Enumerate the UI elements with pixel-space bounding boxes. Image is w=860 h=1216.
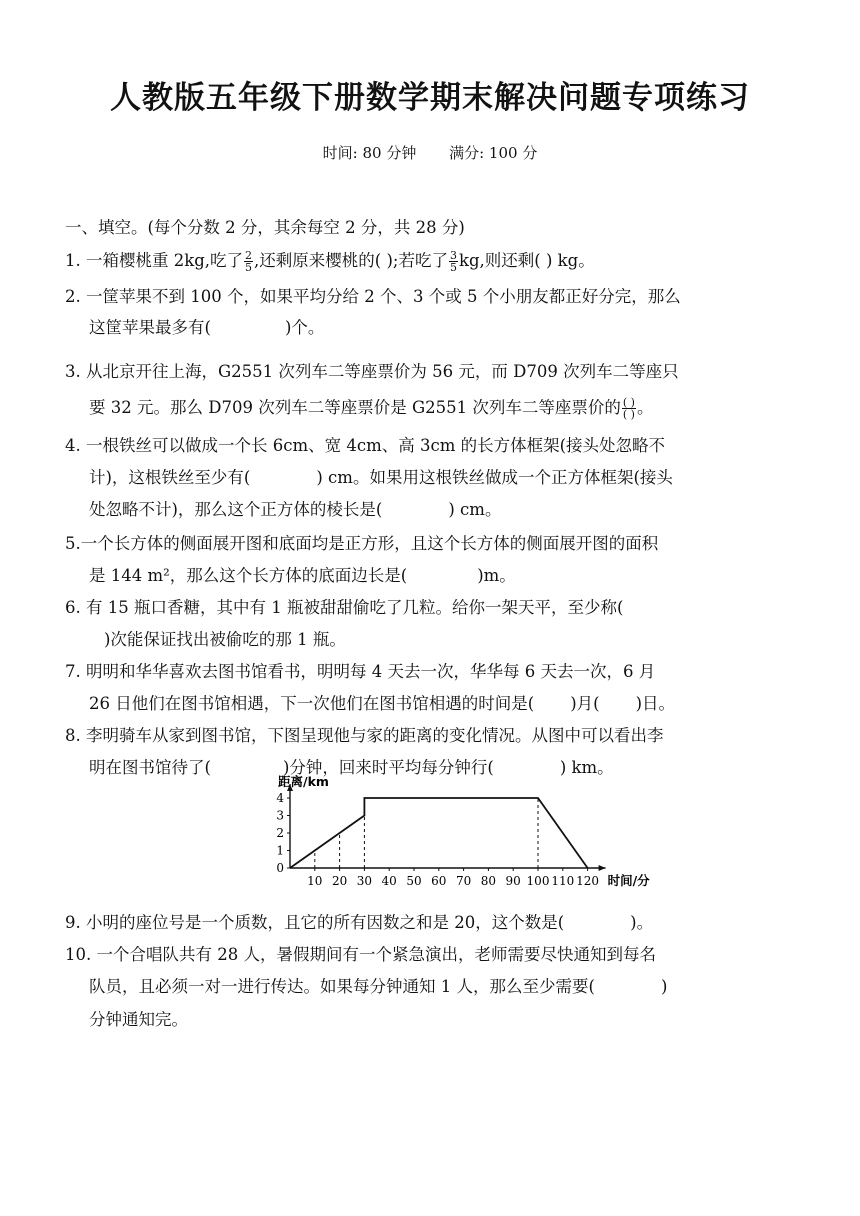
q8-line-1: 8. 李明骑车从家到图书馆，下图呈现他与家的距离的变化情况。从图中可以看出李 — [65, 726, 664, 745]
x-tick-label: 70 — [455, 874, 472, 888]
x-tick-label: 50 — [406, 874, 422, 888]
y-tick-label: 1 — [276, 843, 284, 858]
q2-line-2: 这筐苹果最多有( )个。 — [89, 318, 325, 337]
q7-line-1: 7. 明明和华华喜欢去图书馆看书，明明每 4 天去一次，华华每 6 天去一次，6 月 — [65, 662, 656, 681]
x-tick-label: 100 — [526, 874, 550, 888]
q1-text-a: 1. 一箱樱桃重 2kg,吃了 — [65, 251, 244, 270]
exam-score: 满分: 100 分 — [449, 144, 538, 162]
q4-line-2: 计)，这根铁丝至少有( ) cm。如果用这根铁丝做成一个正方体框架(接头 — [89, 468, 673, 487]
q10-line-1: 10. 一个合唱队共有 28 人，暑假期间有一个紧急演出，老师需要尽快通知到每名 — [65, 945, 656, 964]
q1-text-c: kg,则还剩( ) kg。 — [458, 251, 595, 270]
q7-line-2: 26 日他们在图书馆相遇，下一次他们在图书馆相遇的时间是( )月( )日。 — [89, 694, 675, 713]
x-tick-label: 60 — [431, 874, 447, 888]
q1-fraction-2: $\frac{3}{5}$ — [449, 249, 457, 274]
question-1 — [65, 249, 595, 273]
q3-fraction-blank[interactable]: $\frac{( )}{( )}$ — [622, 396, 635, 421]
page-title: 人教版五年级下册数学期末解决问题专项练习 — [110, 80, 750, 116]
q1-text-b: ,还剩原来樱桃的( );若吃了 — [254, 251, 448, 270]
q4-line-3: 处忽略不计)，那么这个正方体的棱长是( ) cm。 — [89, 500, 502, 519]
x-axis-arrow — [599, 865, 606, 871]
y-axis-label: 距离/km — [278, 774, 329, 789]
distance-time-chart — [268, 770, 668, 892]
y-tick-label: 4 — [276, 791, 284, 805]
q6-line-2: )次能保证找出被偷吃的那 1 瓶。 — [104, 630, 346, 649]
x-tick-label: 30 — [356, 874, 373, 888]
y-tick-label: 2 — [276, 826, 284, 840]
x-tick-label: 80 — [480, 874, 497, 888]
q3-line-1: 3. 从北京开往上海，G2551 次列车二等座票价为 56 元，而 D709 次列车二等座只 — [65, 362, 679, 381]
y-tick-label: 0 — [276, 861, 284, 875]
q6-line-1: 6. 有 15 瓶口香糖，其中有 1 瓶被甜甜偷吃了几粒。给你一架天平，至少称( — [65, 598, 624, 617]
x-tick-label: 90 — [505, 874, 521, 888]
exam-time: 时间: 80 分钟 — [322, 144, 417, 162]
x-axis-label: 时间/分 — [607, 873, 650, 888]
x-tick-label: 110 — [551, 874, 575, 888]
x-tick-label: 40 — [381, 874, 397, 888]
y-tick-label: 3 — [276, 808, 284, 823]
exam-meta — [0, 142, 860, 163]
q3-line-2: 要 32 元。那么 D709 次列车二等座票价是 G2551 次列车二等座票价的 $\frac{( )}{( )}$ 。 — [89, 396, 654, 421]
x-tick-label: 120 — [576, 874, 600, 888]
q4-line-1: 4. 一根铁丝可以做成一个长 6cm、宽 4cm、高 3cm 的长方体框架(接头处忽略不 — [65, 436, 666, 455]
x-tick-label: 20 — [331, 874, 348, 888]
q8-line-2: 明在图书馆待了( )分钟，回来时平均每分钟行( ) km。 — [89, 758, 614, 777]
q5-line-2: 是 144 m²，那么这个长方体的底面边长是( )m。 — [89, 566, 516, 585]
q5-line-1: 5.一个长方体的侧面展开图和底面均是正方形，且这个长方体的侧面展开图的面积 — [65, 534, 659, 553]
x-tick-label: 10 — [307, 874, 323, 888]
q1-fraction-1: $\frac{2}{5}$ — [245, 249, 253, 274]
section-heading: 一、填空。(每个分数 2 分，其余每空 2 分，共 28 分) — [65, 218, 465, 237]
distance-series-line — [290, 798, 588, 868]
q2-line-1: 2. 一筐苹果不到 100 个，如果平均分给 2 个、3 个或 5 个小朋友都正好分完，那么 — [65, 287, 681, 306]
question-9: 9. 小明的座位号是一个质数，且它的所有因数之和是 20，这个数是( )。 — [65, 913, 654, 932]
q10-line-2: 队员，且必须一对一进行传达。如果每分钟通知 1 人，那么至少需要( ) — [89, 977, 668, 996]
q10-line-3: 分钟通知完。 — [89, 1010, 188, 1029]
